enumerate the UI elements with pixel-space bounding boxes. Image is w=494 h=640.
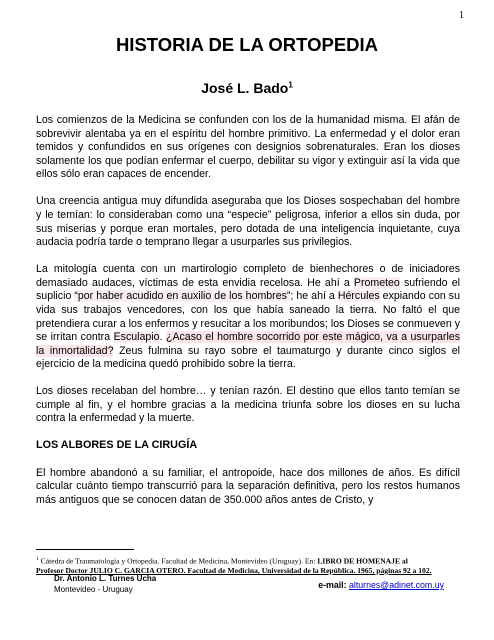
footer-email (318, 580, 444, 590)
paragraph-3 (36, 263, 460, 372)
paragraph-3-text: La mitología cuenta con un martirologio completo de bienhechores o de iniciadores demasiado audaces, víctimas de esta envidia recelosa. He ahí a (36, 263, 460, 289)
paragraph-5: El hombre abandonó a su familiar, el antropoide, hace dos millones de años. Es difícil calcular cuánto tiempo transcurrió para la separación definitiva, pero los restos humanos más antiguos que se conocen datan de 350.000 años antes de Cristo, y (36, 466, 460, 506)
section-heading: LOS ALBORES DE LA CIRUGÍA (36, 439, 198, 452)
footer-author-name: Dr. Antonio L. Turnes Ucha (54, 574, 157, 583)
page-title: HISTORIA DE LA ORTOPEDIA (115, 34, 379, 55)
page-number: 1 (459, 10, 464, 21)
quote-highlight: “por haber acudido en auxilio de los hombres” (74, 290, 291, 303)
body-text (36, 114, 460, 521)
footnote-book-title: LIBRO DE HOMENAJE al (317, 556, 408, 566)
paragraph-1: Los comienzos de la Medicina se confunden con los de la humanidad misma. El afán de sobrevivir alentaba ya en el espíritu del hombre primitivo. La enfermedad y el dolor eran temidos y confundidos en sus orígenes con designios sobrenaturales. Eran los dioses solamente los que podían enfermar el cuerpo, debilitar su vigor y extinguir así la vida que ellos sólo eran capaces de encender. (36, 114, 460, 181)
footnote-citation: Profesor Doctor JULIO C. GARCIA OTERO. Facultad de Medicina, Universidad de la República. 1965, páginas 92 a 102. (36, 565, 432, 575)
footnote-divider (36, 549, 134, 550)
paragraph-3-text: sufriendo el suplicio (36, 276, 460, 303)
email-label: e-mail: (318, 580, 349, 590)
hercules-highlight: Hércules (337, 290, 380, 303)
author-footnote-mark: 1 (288, 80, 293, 90)
esculapio-highlight: Esculapio (113, 331, 160, 344)
footnote-text: Cátedra de Traumatología y Ortopedia. Facultad de Medicina, Montevideo (Uruguay). En: (38, 556, 318, 566)
author-line (0, 80, 494, 96)
footnote-mark: 1 (36, 556, 39, 562)
footer-author-block (54, 574, 156, 595)
paragraph-3-text: ; he ahí a (290, 290, 338, 303)
paragraph-4: Los dioses recelaban del hombre… y tenían razón. El destino que ellos tanto temían se cumple al fin, y el hombre gracias a la medicina triunfa sobre los dioses en su lucha contra la enfermedad y la muerte. (36, 385, 460, 425)
paragraph-3-text: expiando con su vida sus trabajos vencedores, con los que había saneado la tierra. No faltó el que pretendiera curar a los enfermos y resucitar a los moribundos; los Dioses se conmueven y se irritan contra (36, 290, 460, 344)
footnote (36, 555, 466, 575)
paragraph-2: Una creencia antigua muy difundida aseguraba que los Dioses sospechaban del hombre y le temían: lo consideraban como una “especie” peligrosa, inferior a ellos sin duda, por sus miserias y porque eran mortales, pero dotada de una inteligencia inquietante, cuya audacia podría tarde o temprano llegar a usurparles sus privilegios. (36, 195, 460, 249)
paragraph-3-text: Zeus fulmina su rayo sobre el taumaturgo y durante cinco siglos el ejercicio de la medicina quedó prohibido sobre la tierra. (36, 344, 460, 371)
author-name: José L. Bado (201, 80, 289, 96)
prometeo-highlight: Prometeo (353, 276, 400, 289)
question-highlight: ¿Acaso el hombre socorrido por este mágico, va a usurparles la inmortalidad? (36, 331, 460, 357)
paragraph-3-text: . (159, 331, 166, 344)
email-link[interactable]: alturnes@adinet.com.uy (349, 580, 444, 590)
footer-location: Montevideo - Uruguay (54, 584, 133, 594)
